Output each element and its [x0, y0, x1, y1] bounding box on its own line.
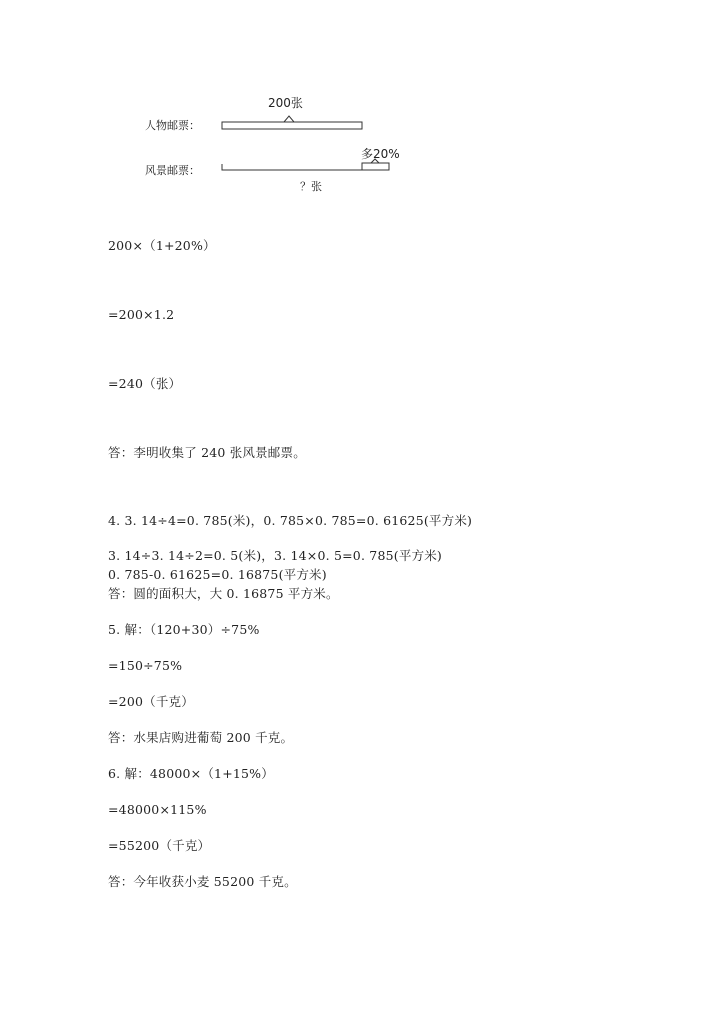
- problem-4-line: 0. 785-0. 61625=0. 16875(平方米): [108, 567, 327, 582]
- problem-4-line: 4. 3. 14÷4=0. 785(米)，0. 785×0. 785=0. 61625(平方米): [108, 513, 473, 528]
- row1-brace: [222, 116, 362, 122]
- calc-step-line: 200×（1+20%）: [108, 238, 216, 253]
- row2-question-label: ？张: [300, 180, 322, 193]
- row2-extra-label: 多20%: [361, 147, 400, 161]
- calc-step-line: =48000×115%: [108, 802, 207, 817]
- calc-result-line: =200（千克）: [108, 694, 194, 709]
- answer-line: 答：李明收集了 240 张风景邮票。: [108, 445, 306, 460]
- row1-bar: [222, 122, 362, 129]
- problem-4-line: 3. 14÷3. 14÷2=0. 5(米)，3. 14×0. 5=0. 785(平方米): [108, 548, 443, 563]
- calc-step-line: =150÷75%: [108, 658, 183, 673]
- problem-6-line: 6. 解：48000×（1+15%）: [108, 766, 274, 781]
- problem-5-line: 5. 解：（120+30）÷75%: [108, 622, 260, 637]
- answer-line: 答：圆的面积大，大 0. 16875 平方米。: [108, 586, 339, 601]
- answer-line: 答：水果店购进葡萄 200 千克。: [108, 730, 294, 745]
- row2-bar: [222, 164, 362, 170]
- row1-label: 人物邮票：: [145, 119, 200, 132]
- answer-line: 答：今年收获小麦 55200 千克。: [108, 874, 297, 889]
- row2-extra-bar: [362, 163, 389, 170]
- row1-value-label: 200张: [268, 96, 303, 110]
- calc-result-line: =55200（千克）: [108, 838, 211, 853]
- line-segment-diagram: [0, 0, 720, 210]
- calc-result-line: =240（张）: [108, 376, 182, 391]
- calc-step-line: =200×1.2: [108, 307, 175, 322]
- row2-label: 风景邮票：: [145, 164, 200, 177]
